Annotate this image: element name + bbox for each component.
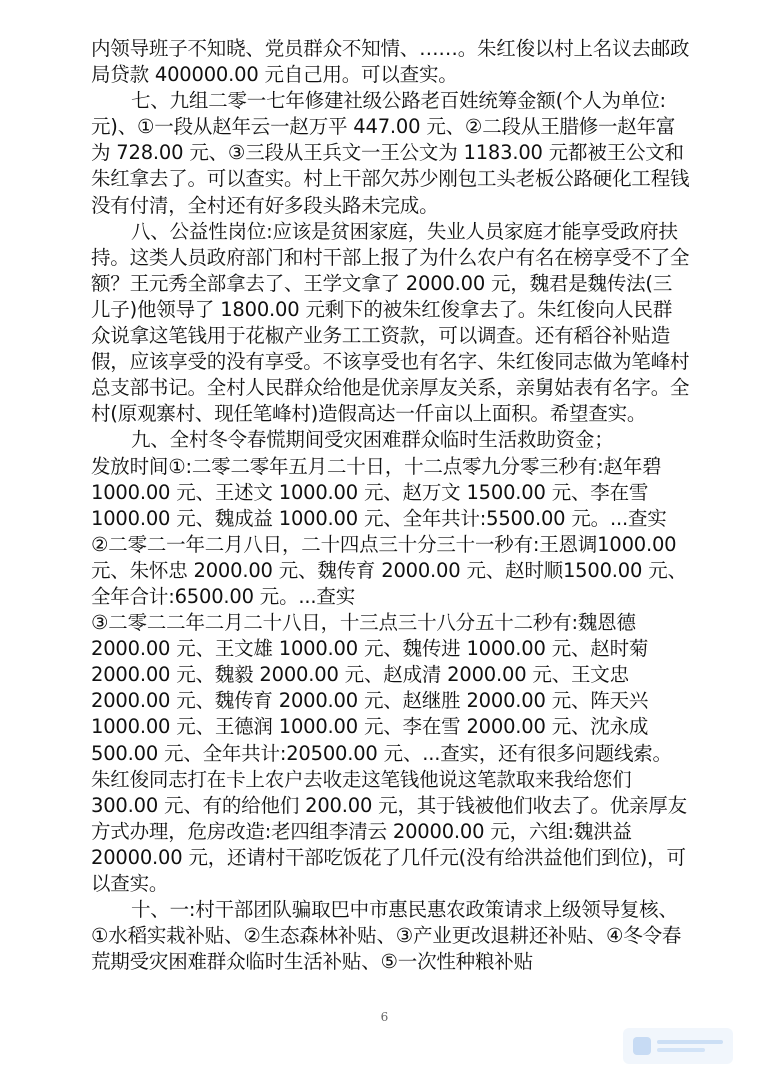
paragraph-section-9-relief-funds: 九、全村冬令春慌期间受灾困难群众临时生活救助资金；: [131, 428, 614, 452]
paragraph-section-10-subsidies: 十、一:村干部团队骗取巴中市惠民惠农政策请求上级领导复核、①水稻实栽补贴、②生态森林补贴、③产业更改退耕还补贴、④冬令春荒期受灾困难群众临时生活补贴、⑤一次性种粮补贴: [91, 898, 682, 974]
page-number: 6: [380, 1010, 389, 1024]
paragraph-distribution-1: 发放时间①:二零二零年五月二十日，十二点零九分零三秒有:赵年碧 1000.00 元、王述文 1000.00 元、赵万文 1500.00 元、李在雪1000.00 元、魏成益 1000.00 元、全年共计:5500.00 元。...查实: [91, 454, 667, 530]
paragraph-card-collection: 朱红俊同志打在卡上农户去收走这笔钱他说这笔款取来我给您们300.00 元、有的给他们 200.00 元，其于钱被他们收去了。优亲厚友方式办理，危房改造:老四组李清云 20000.00 元，六组:魏洪益 20000.00 元，还请村干部吃饭花了几仟元(没有给洪益他们到位)，可以查实。: [91, 767, 687, 895]
paragraph-loan-intro: 内领导班子不知晓、党员群众不知情、……。朱红俊以村上名议去邮政局贷款 400000.00 元自己用。可以查实。: [91, 37, 690, 87]
document-body: [91, 36, 691, 975]
paragraph-distribution-3: ③二零二二年二月二十八日，十三点三十八分五十二秒有:魏恩德2000.00 元、王文雄 1000.00 元、魏传进 1000.00 元、赵时菊2000.00 元、魏毅 2000.00 元、赵成清 2000.00 元、王文忠2000.00 元、魏传育 2000.00 元、赵继胜 2000.00 元、阵天兴1000.00 元、王德润 1000.00 元、李在雪 2000.00 元、沈永成500.00 元、全年共计:20500.00 元、...查实，还有很多问题线索。: [91, 611, 672, 765]
paragraph-distribution-2: ②二零二一年二月八日，二十四点三十分三十一秒有:王恩调1000.00 元、朱怀忠 2000.00 元、魏传育 2000.00 元、赵时顺1500.00 元、全年合计:6500.00 元。...查实: [91, 532, 687, 608]
paragraph-section-8-public-welfare-posts: 八、公益性岗位:应该是贫困家庭，失业人员家庭才能享受政府扶持。这类人员政府部门和村干部上报了为什么农户有名在榜享受不了全额？王元秀全部拿去了、王学文拿了 2000.00 元，魏君是魏传法(三儿子)他领导了 1800.00 元剩下的被朱红俊拿去了。朱红俊向人民群众说拿这笔钱用于花椒产业务工工资款，可以调查。还有稻谷补贴造假，应该享受的没有享受。不该享受也有名字、朱红俊同志做为笔峰村总支部书记。全村人民群众给他是优亲厚友关系，亲舅姑表有名字。全村(原观寨村、现任笔峰村)造假高达一仟亩以上面积。希望查实。: [91, 219, 690, 426]
logo-watermark-icon: [623, 1028, 733, 1064]
paragraph-section-7-road-funds: 七、九组二零一七年修建社级公路老百姓统筹金额(个人为单位:元)、①一段从赵年云一赵万平 447.00 元、②二段从王腊修一赵年富为 728.00 元、③三段从王兵文一王公文为 1183.00 元都被王公文和朱红拿去了。可以查实。村上干部欠苏少刚包工头老板公路硬化工程钱没有付清，全村还有好多段头路未完成。: [91, 89, 690, 217]
